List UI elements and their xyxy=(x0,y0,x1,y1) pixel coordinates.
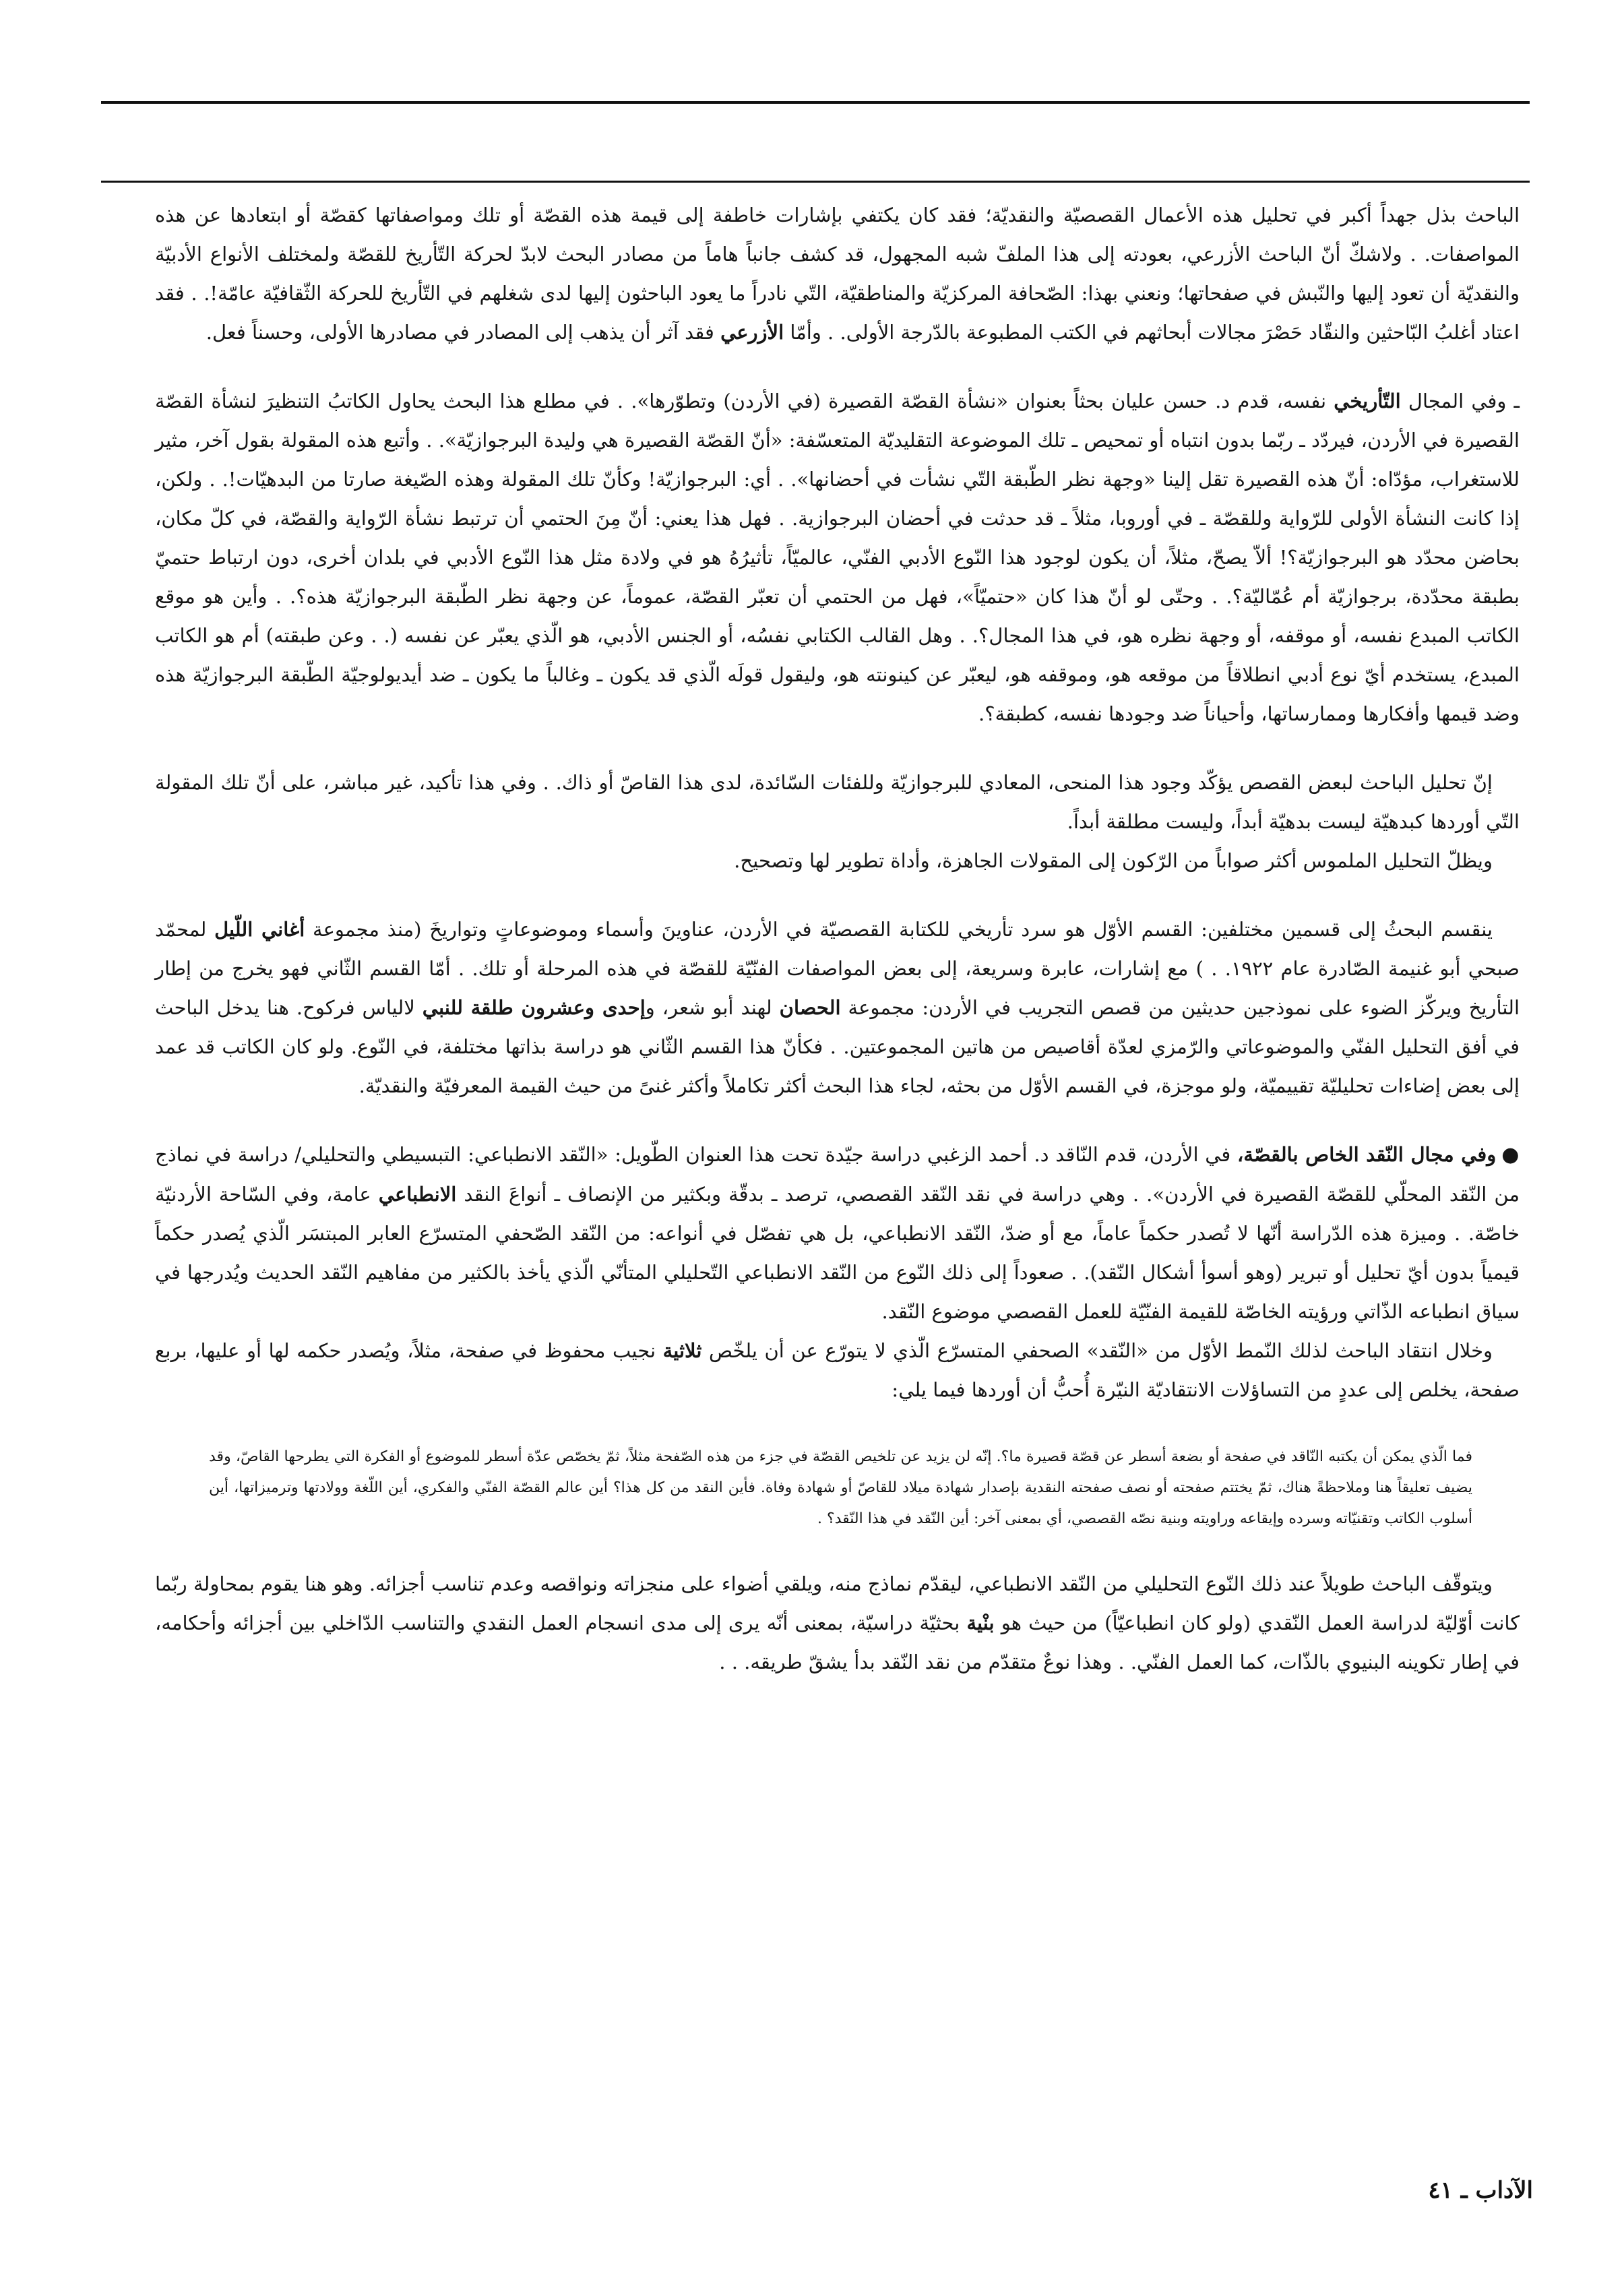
book-title-aghani: أغاني اللّيل xyxy=(214,918,305,941)
paragraph-6-text-b: عامة، وفي السّاحة الأردنيّة خاصّة. . وميزة هذه الدّراسة أنّها لا تُصدر حكماً عاماً، مع أو ضدّ، النّقد الانطباعي، بل هي تفصّل في أنواعه: من النّقد الصّحفي المتسرّع العابر المبتسَر الّذي يُصدر حكماً قيمياً بدون أيّ تحليل أو تبرير (وهو أسوأ أشكال النّقد). . صعوداً إلى ذلك النّوع من النّقد الانطباعي التّحليلي المتأنّي الّذي يأخذ بالكثير من مفاهيم النّقد الحديث ويُدرجها في سياق انطباعه الذّاتي ورؤيته الخاصّة للقيمة الفنّيّة للعمل القصصي موضوع النّقد. xyxy=(155,1183,1520,1323)
top-rule xyxy=(101,101,1530,104)
paragraph-6-text-a: في الأردن، قدم النّاقد د. أحمد الزغبي دراسة جيّدة تحت هذا العنوان الطّويل: «النّقد الانطباعي: التبسيطي والتحليلي/ دراسة في نماذج من النّقد المحلّي للقصّة القصيرة في الأردن». . وهي دراسة في نقد النّقد القصصي، ترصد ـ بدقّة وبكثير من الإنصاف ـ أنواعَ النقد xyxy=(155,1143,1520,1206)
paragraph-2-text: نفسه، قدم د. حسن عليان بحثاً بعنوان «نشأة القصّة القصيرة (في الأردن) وتطوّرها». . في مطلع هذا البحث يحاول الكاتبُ التنظيرَ لنشأة القصّة القصيرة في الأردن، فيردّد ـ ربّما بدون انتباه أو تمحيص ـ تلك الموضوعة التقليديّة المتعسّفة: «أنّ القصّة القصيرة هي وليدة البرجوازيّة». . وأتبع هذه المقولة بقول آخر، مثير للاستغراب، مؤدّاه: أنّ هذه القصيرة تقل إلينا «وجهة نظر الطّبقة التّي نشأت في أحضانها». . أي: البرجوازيّة! وكأنّ تلك المقولة وهذه الصّيغة صارتا من البدهيّات!. . ولكن، إذا كانت النشأة الأولى للرّواية وللقصّة ـ في أوروبا، مثلاً ـ قد حدثت في أحضان البرجوازية. . فهل هذا يعني: أنّ مِنَ الحتمي أن ترتبط نشأة الرّواية والقصّة، في كلّ مكان، بحاضن محدّد هو البرجوازيّة؟! ألاّ يصحّ، مثلاً، أن يكون لوجود هذا النّوع الأدبي الفنّي، عالميّاً، تأثيرُهُ هو في ولادة مثل هذا النّوع الأدبي في بلدان أخرى، دون ارتباط حتميّ بطبقة محدّدة، برجوازيّة أم عُمّاليّة؟. . وحتّى لو أنّ هذا كان «حتميّاً»، فهل من الحتمي أن تعبّر القصّة، عموماً، عن وجهة نظر الطّبقة البرجوازيّة هذه؟. . وأين هو موقع الكاتب المبدع نفسه، أو موقفه، أو وجهة نظره هو، في هذا المجال؟. . وهل القالب الكتابي نفسُه، أو الجنس الأدبي، هو الّذي يعبّر عن نفسه (. . وعن طبقته) أم هو الكاتب المبدع، يستخدم أيّ نوع أدبي انطلاقاً من موقعه هو، وموقفه هو، ليعبّر عن كينونته هو، وليقول قولَه الّذي قد يكون ـ وغالباً ما يكون ـ ضد أيديولوجيّة الطّبقة البرجوازيّة هذه وضد قيمها وأفكارها وممارساتها، وأحياناً ضد وجودها نفسه، كطبقة؟. xyxy=(155,390,1520,725)
paragraph-8 xyxy=(155,1564,1520,1682)
paragraph-4: ويظلّ التحليل الملموس أكثر صواباً من الرّكون إلى المقولات الجاهزة، وأداة تطوير لها وتصحيح. xyxy=(734,849,1493,872)
paragraph-2 xyxy=(155,381,1520,733)
paragraph-6 xyxy=(155,1135,1520,1331)
paragraph-5-text-b: لهند أبو شعر، و xyxy=(645,996,772,1019)
bullet-icon: ● xyxy=(1501,1143,1520,1167)
paragraph-7-text: نجيب محفوظ في صفحة، مثلاً، ويُصدر حكمه لها أو عليها، بربع صفحة، يخلص إلى عددٍ من التساؤلات الانتقاديّة النيّرة أُحبُّ أن أوردها فيما يلي: xyxy=(155,1339,1520,1401)
paragraph-2-lead: ـ وفي المجال xyxy=(1408,390,1520,412)
page-footer: الآداب ـ ٤١ xyxy=(1428,2177,1533,2204)
paragraph-8-text: ويتوقّف الباحث طويلاً عند ذلك النّوع التحليلي من النّقد الانطباعي، ليقدّم نماذج منه، ويلقي أضواء على منجزاته ونواقصه وعدم تناسب أجزائه. وهو هنا يقوم بمحاولة ربّما كانت أوّليّة لدراسة العمل النّقدي (ولو كان انطباعيّاً) من حيث هو xyxy=(155,1572,1520,1634)
book-title-hisan: الحصان xyxy=(779,996,841,1019)
paragraph-5 xyxy=(155,910,1520,1105)
paragraph-1-bold: الأزرعي xyxy=(720,321,784,344)
block-quote: فما الّذي يمكن أن يكتبه النّاقد في صفحة أو بضعة أسطر عن قصّة قصيرة ما؟. إنّه لن يزيد عن تلخيص القصّة في جزء من هذه الصّفحة مثلاً، ثمّ يخصّص عدّة أسطر للموضوع أو الفكرة التي يطرحها القاصّ، وقد يضيف تعليقاً هنا وملاحظةً هناك، ثمّ يختتم صفحته أو نصف صفحته النقدية بإصدار شهادة ميلاد للقاصّ أو شهادة وفاة. فأين النقد من كل هذا؟ أين عالم القصّة الفنّي والفكري، أين اللّغة وولادتها وترميزاتها، أين أسلوب الكاتب وتقنيّاته وسرده وإيقاعه وراويته وبنية نصّه القصصي، أي بمعنى آخر: أين النّقد في هذا النّقد؟ . xyxy=(209,1448,1472,1527)
paragraph-7-bold: ثلاثية xyxy=(662,1339,702,1362)
paragraph-1-end: فقد آثر أن يذهب إلى المصادر في مصادرها الأولى، وحسناً فعل. xyxy=(206,321,714,344)
article-body xyxy=(155,195,1520,1682)
paragraph-1-text: الباحث بذل جهداً أكبر في تحليل هذه الأعمال القصصيّة والنقديّة؛ فقد كان يكتفي بإشارات خاطفة إلى قيمة هذه القصّة أو تلك ومواصفاتها كقصّة أو ابتعادها عن هذه المواصفات. . ولاشكّ أنّ الباحث الأزرعي، بعودته إلى هذا الملفّ شبه المجهول، قد كشف جانباً هاماً من مصادر البحث لابدّ لحركة التّأريخ للقصّة ولمختلف الأنواع الأدبيّة والنقديّة أن تعود إليها والنّبش في صفحاتها؛ ونعني بهذا: الصّحافة المركزيّة والمناطقيّة، التّي نادراً ما يعود الباحثون إليها لدى شغلهم في التّأريخ للحركة الثّقافيّة عامّة!. . فقد اعتاد أغلبُ البّاحثين والنقّاد حَصْرَ مجالات أبحاثهم في الكتب المطبوعة بالدّرجة الأولى. . وأمّا xyxy=(155,204,1520,344)
paragraph-6-bold-2: الانطباعي xyxy=(378,1183,457,1206)
paragraph-6-bold: وفي مجال النّقد الخاص بالقصّة، xyxy=(1237,1143,1497,1166)
paragraph-5-lead: ينقسم البحثُ إلى قسمين مختلفين: القسم الأوّل هو سرد تأريخي للكتابة القصصيّة في الأردن، عناوينَ وأسماء وموضوعاتٍ وتواريخَ (منذ مجموعة xyxy=(313,918,1493,941)
paragraph-5-text-a: لمحمّد صبحي أبو غنيمة الصّادرة عام ١٩٢٢. . ) مع إشارات، عابرة وسريعة، إلى بعض المواصفات الفنّيّة للقصّة في هذه المرحلة أو تلك. . أمّا القسم الثّاني فهو يخرج من إطار التأريخ ويركّز الضوء على نموذجين حديثين من قصص التجريب في الأردن: مجموعة xyxy=(155,918,1520,1019)
paragraph-7-lead: وخلال انتقاد الباحث لذلك النّمط الأوّل من «النّقد» الصحفي المتسرّع الّذي لا يتورّع عن أن يلخّص xyxy=(708,1339,1493,1362)
header-rule xyxy=(101,181,1530,183)
paragraph-5-text-c: لالياس فركوح. هنا يدخل الباحث في أفق التحليل الفنّي والموضوعاتي والرّمزي لعدّة أقاصيص من هاتين المجموعتين. . فكأنّ هذا القسم الثّاني هو دراسة بذاتها مختلفة، في النّوع. ولو كان الكاتب قد عمد إلى بعض إضاءات تحليليّة تقييميّة، ولو موجزة، في القسم الأوّل من بحثه، لجاء هذا البحث أكثر تكاملاً وأكثر غنىً من حيث القيمة المعرفيّة والنقديّة. xyxy=(155,996,1520,1097)
paragraph-2-bold: التّأريخي xyxy=(1334,390,1401,412)
paragraph-3: إنّ تحليل الباحث لبعض القصص يؤكّد وجود هذا المنحى، المعادي للبرجوازيّة وللفئات السّائدة، لدى هذا القاصّ أو ذاك. . وفي هذا تأكيد، غير مباشر، على أنّ تلك المقولة التّي أوردها كبدهيّة ليست بدهيّة أبداً، وليست مطلقة أبداً. xyxy=(155,771,1520,833)
paragraph-8-end: بحثيّة دراسيّة، بمعنى أنّه يرى إلى مدى انسجام العمل النقدي والتناسب الدّاخلي بين أجزائه وأحكامه، في إطار تكوينه البنيوي بالذّات، كما العمل الفنّي. . وهذا نوعٌ متقدّم من نقد النّقد بدأ يشقّ طريقه. . . xyxy=(155,1611,1520,1673)
paragraph-8-bold: بنْية xyxy=(966,1611,995,1634)
book-title-talqa: إحدى وعشرون طلقة للنبي xyxy=(422,996,646,1019)
paragraph-7 xyxy=(155,1331,1520,1409)
paragraph-1 xyxy=(155,195,1520,352)
